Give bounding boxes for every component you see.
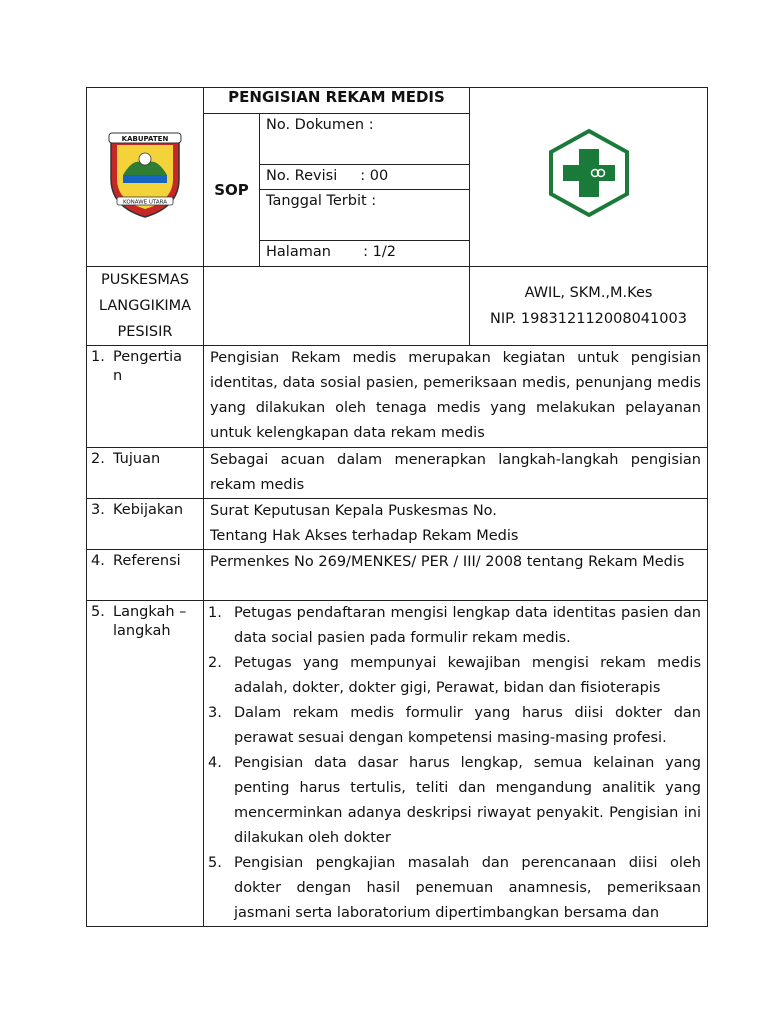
section-label-line: Pengertia	[113, 349, 183, 365]
steps-list	[204, 601, 708, 927]
section-label-text: Tujuan	[113, 451, 161, 467]
section-label-referensi	[87, 550, 204, 601]
kebijakan-line: Surat Keputusan Kepala Puskesmas No.	[210, 503, 497, 519]
puskesmas-logo-icon	[543, 127, 635, 219]
step-number: 1.	[208, 605, 222, 621]
section-text-pengertian: Pengisian Rekam medis merupakan kegiatan untuk pengisian identitas, data sosial pasien, pemeriksaan medis, penunjang medis yang dilakukan oleh tenaga medis yang melakukan pelayanan untuk kelengkapan data rekam medis	[204, 346, 708, 448]
signer-name: AWIL, SKM.,M.Kes	[524, 285, 653, 301]
section-number: 2.	[91, 451, 105, 467]
section-label-tujuan	[87, 448, 204, 499]
section-label-text: Kebijakan	[113, 502, 184, 518]
section-label-line: Langkah –	[113, 604, 187, 620]
document-title: PENGISIAN REKAM MEDIS	[204, 88, 470, 114]
issue-date: Tanggal Terbit :	[260, 190, 470, 241]
step-item	[206, 851, 701, 926]
puskesmas-line: PESISIR	[117, 324, 173, 340]
puskesmas-line: LANGGIKIMA	[98, 298, 192, 314]
section-label-pengertian	[87, 346, 204, 448]
step-text: Petugas yang mempunyai kewajiban mengisi rekam medis adalah, dokter, dokter gigi, Perawat, bidan dan fisioterapis	[234, 655, 701, 696]
signer-nip: NIP. 198312112008041003	[490, 311, 687, 327]
step-number: 3.	[208, 705, 222, 721]
section-number: 1.	[91, 349, 105, 365]
step-number: 2.	[208, 655, 222, 671]
section-number: 3.	[91, 502, 105, 518]
section-number: 4.	[91, 553, 105, 569]
step-item	[206, 701, 701, 751]
step-text: Dalam rekam medis formulir yang harus diisi dokter dan perawat sesuai dengan kompetensi masing-masing profesi.	[234, 705, 701, 746]
section-text-kebijakan	[204, 499, 708, 550]
svg-text:KABUPATEN: KABUPATEN	[121, 134, 169, 143]
section-label-kebijakan	[87, 499, 204, 550]
regency-logo-cell	[87, 88, 204, 267]
section-label-line: langkah	[113, 623, 171, 639]
section-text-referensi: Permenkes No 269/MENKES/ PER / III/ 2008 tentang Rekam Medis	[204, 550, 708, 601]
section-label-line: n	[113, 368, 123, 384]
step-item	[206, 651, 701, 701]
section-label-langkah	[87, 601, 204, 927]
svg-text:KONAWE UTARA: KONAWE UTARA	[123, 199, 167, 205]
step-item	[206, 751, 701, 851]
sop-table	[86, 87, 708, 927]
sop-label: SOP	[204, 114, 260, 267]
puskesmas-line: PUSKESMAS	[100, 272, 190, 288]
step-number: 4.	[208, 755, 222, 771]
page-number: Halaman : 1/2	[260, 241, 470, 267]
step-number: 5.	[208, 855, 222, 871]
sop-document	[86, 87, 707, 927]
puskesmas-name	[87, 267, 204, 346]
document-number: No. Dokumen :	[260, 114, 470, 165]
step-text: Pengisian data dasar harus lengkap, semua kelainan yang penting harus tertulis, teliti dan mengandung analitik yang mencerminkan adanya deskripsi riwayat penyakit. Pengisian ini dilakukan oleh dokter	[234, 755, 701, 846]
konawe-utara-logo-icon	[105, 127, 185, 219]
step-item	[206, 601, 701, 651]
section-text-tujuan: Sebagai acuan dalam menerapkan langkah-langkah pengisian rekam medis	[204, 448, 708, 499]
revision-number: No. Revisi : 00	[260, 165, 470, 190]
blank-cell	[204, 267, 470, 346]
kebijakan-line: Tentang Hak Akses terhadap Rekam Medis	[210, 528, 519, 544]
step-text: Pengisian pengkajian masalah dan perencanaan diisi oleh dokter dengan hasil penemuan anamnesis, pemeriksaan jasmani serta laboratorium dipertimbangkan bersama dan	[234, 855, 701, 921]
signer-block	[470, 267, 708, 346]
section-number: 5.	[91, 604, 105, 620]
health-logo-cell	[470, 88, 708, 267]
section-label-text: Referensi	[113, 553, 181, 569]
step-text: Petugas pendaftaran mengisi lengkap data identitas pasien dan data social pasien pada formulir rekam medis.	[234, 605, 701, 646]
